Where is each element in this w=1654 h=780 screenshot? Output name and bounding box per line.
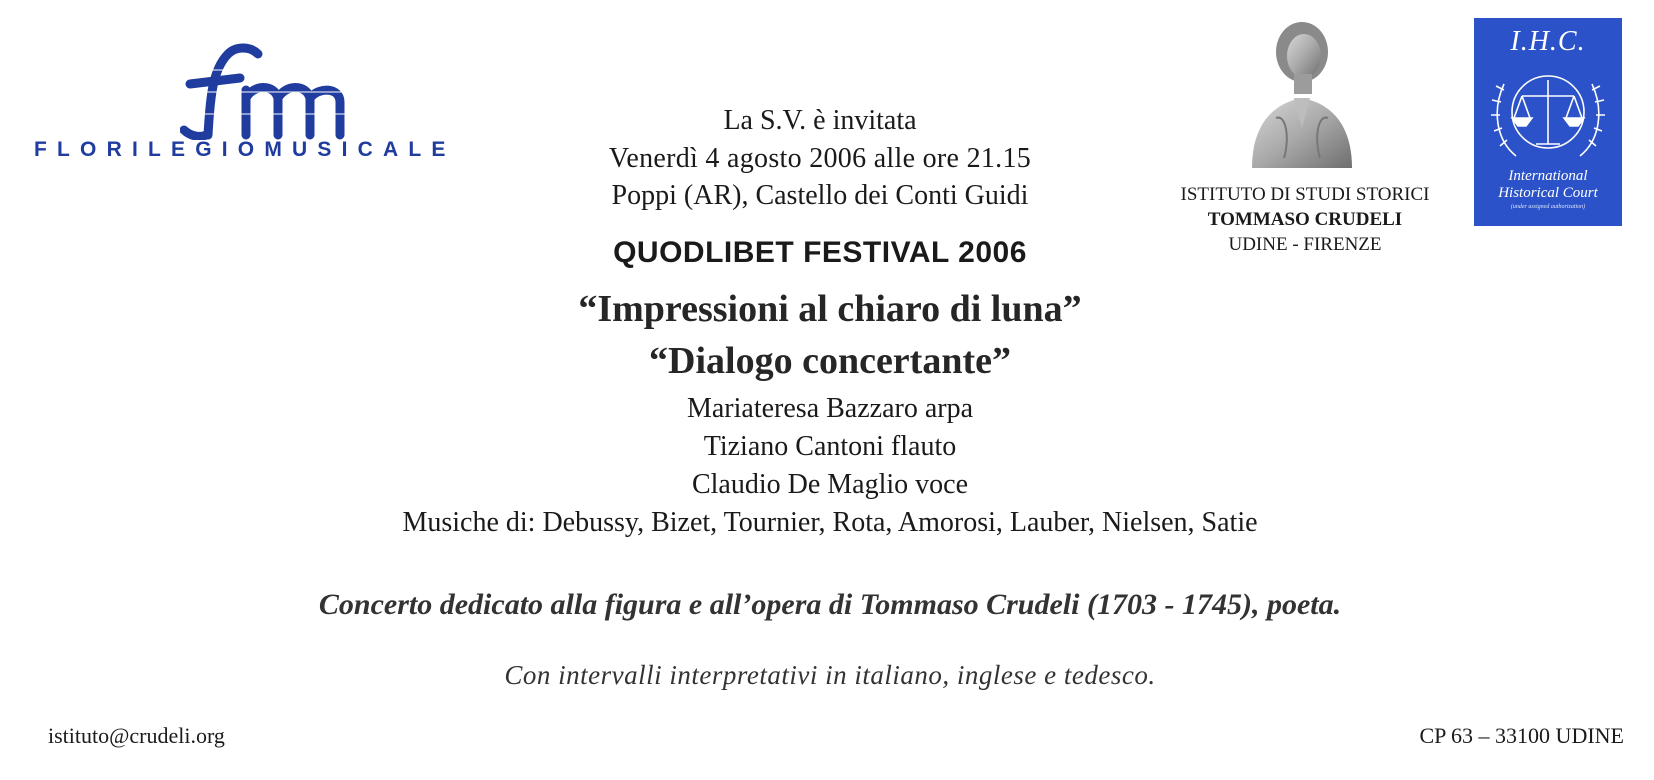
bust-portrait-icon: [1246, 18, 1358, 168]
scales-of-justice-icon: [1486, 60, 1610, 173]
invitation-line: La S.V. è invitata: [723, 105, 917, 136]
florilegio-musicale-logo: [30, 40, 520, 180]
performer-line: Tiziano Cantoni flauto: [703, 431, 957, 462]
intervals-note: Con intervalli interpretativi in italiano, inglese e tedesco.: [504, 660, 1156, 690]
fm-monogram-icon: [180, 40, 380, 140]
contact-email: istituto@crudeli.org: [48, 723, 225, 748]
performer-line: Mariateresa Bazzaro arpa: [686, 393, 974, 424]
postal-address: CP 63 – 33100 UDINE: [1419, 723, 1624, 748]
performer-line: Claudio De Maglio voce: [691, 469, 969, 500]
istituto-cities-line: UDINE - FIRENZE: [1228, 234, 1382, 255]
event-date-line: Venerdì 4 agosto 2006 alle ore 21.15: [608, 143, 1032, 174]
florilegio-musicale-wordmark: FLORILEGIOMUSICALE: [34, 138, 456, 161]
ihc-badge: [1474, 18, 1622, 226]
ihc-name: [1474, 168, 1622, 202]
ihc-name-line: International: [1508, 168, 1588, 184]
ihc-name-line: Historical Court: [1498, 185, 1598, 201]
ihc-small-text: (under assigned authorization): [1510, 204, 1586, 210]
ihc-title: I.H.C.: [1510, 26, 1586, 57]
concert-subtitle: “Dialogo concertante”: [649, 340, 1011, 382]
festival-heading: QUODLIBET FESTIVAL 2006: [613, 236, 1027, 269]
composers-line: Musiche di: Debussy, Bizet, Tournier, Rota, Amorosi, Lauber, Nielsen, Satie: [402, 507, 1258, 538]
event-venue-line: Poppi (AR), Castello dei Conti Guidi: [611, 180, 1029, 211]
istituto-name-line: ISTITUTO DI STUDI STORICI: [1180, 184, 1430, 205]
dedication-line: Concerto dedicato alla figura e all’opera di Tommaso Crudeli (1703 - 1745), poeta.: [318, 588, 1342, 621]
concert-title: “Impressioni al chiaro di luna”: [578, 288, 1082, 330]
istituto-patron-line: TOMMASO CRUDELI: [1207, 209, 1403, 230]
